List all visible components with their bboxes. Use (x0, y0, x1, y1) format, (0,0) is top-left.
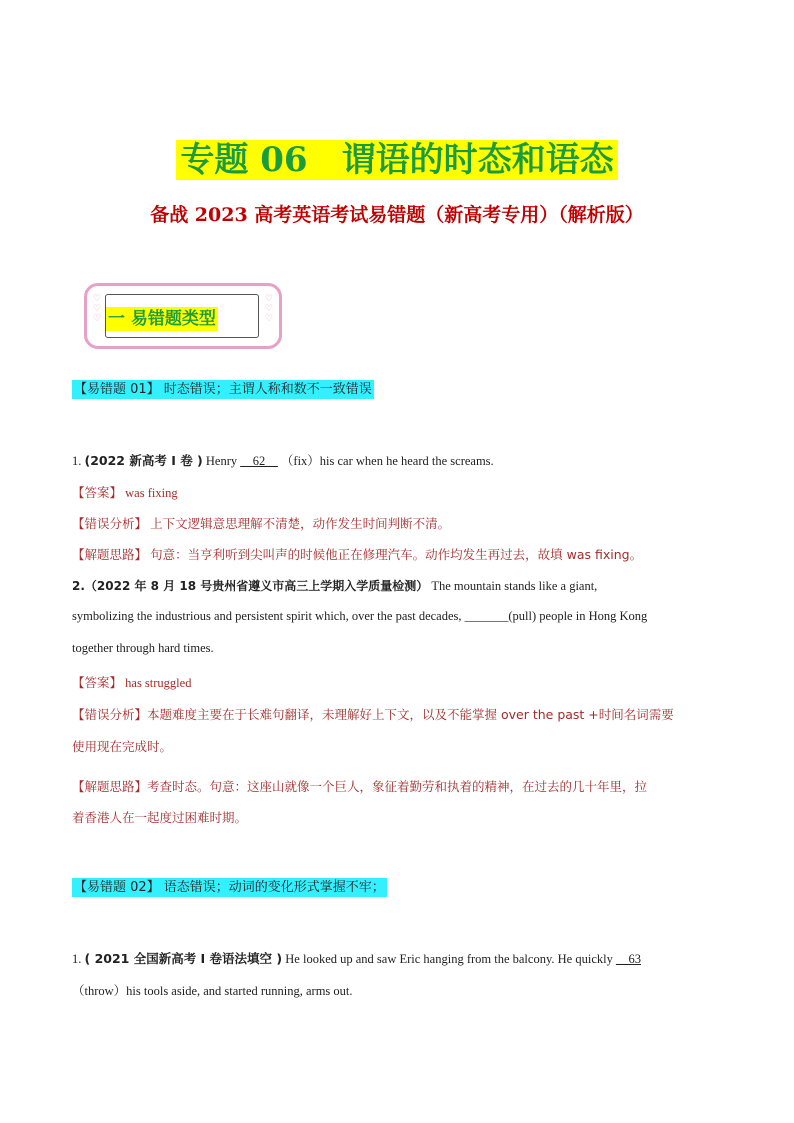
question-1-2-line2: symbolizing the industrious and persistent spirit which, over the past decades, _______(pull) people in Hong Kong (72, 609, 648, 623)
question-1-2-line3: together through hard times. (72, 641, 214, 655)
hint-1-2-line2: 着香港人在一起度过困难时期。 (72, 810, 248, 825)
analysis-1-2-line2: 使用现在完成时。 (72, 739, 173, 754)
question-1-2: 2.（2022 年 8 月 18 号贵州省遵义市高三上学期入学质量检测） The mountain stands like a giant, (72, 579, 598, 593)
analysis-1-2: 【错误分析】本题难度主要在于长难句翻译，未理解好上下文，以及不能掌握 over the past +时间名词需要 (72, 707, 674, 722)
section-label: 一 易错题类型 (108, 309, 216, 329)
analysis-1-1: 【错误分析】 上下文逻辑意思理解不清楚，动作发生时间判断不清。 (72, 516, 451, 531)
heart-icon: ♡ ♡ ♡ (264, 294, 273, 324)
page-title: 专题 06 谓语的时态和语态 (0, 132, 794, 181)
error-type-2-tag: 【易错题 02】 语态错误；动词的变化形式掌握不牢； (74, 880, 385, 895)
answer-1-1: 【答案】 was fixing (72, 485, 178, 500)
hint-1-2: 【解题思路】考查时态。句意：这座山就像一个巨人，象征着勤劳和执着的精神，在过去的几十年里，拉 (72, 779, 648, 794)
section-frame (84, 283, 282, 349)
error-type-1-tag: 【易错题 01】 时态错误；主谓人称和数不一致错误 (74, 382, 372, 397)
answer-1-2: 【答案】 has struggled (72, 675, 192, 690)
heart-icon: ♡ ♡ ♡ (93, 294, 102, 324)
page-subtitle: 备战 2023 高考英语考试易错题（新高考专用）（解析版） (150, 204, 644, 226)
question-1-1: 1. (2022 新高考 I 卷 ) Henry __62__ （fix）his car when he heard the screams. (72, 453, 494, 468)
question-2-1: 1. ( 2021 全国新高考 I 卷语法填空 ) He looked up and saw Eric hanging from the balcony. He quickly __63 (72, 951, 641, 966)
section-box (105, 294, 259, 338)
question-2-1-line2: （throw）his tools aside, and started running, arms out. (72, 984, 353, 998)
hint-1-1: 【解题思路】 句意：当亨利听到尖叫声的时候他正在修理汽车。动作均发生再过去，故填 was fixing。 (72, 547, 643, 562)
